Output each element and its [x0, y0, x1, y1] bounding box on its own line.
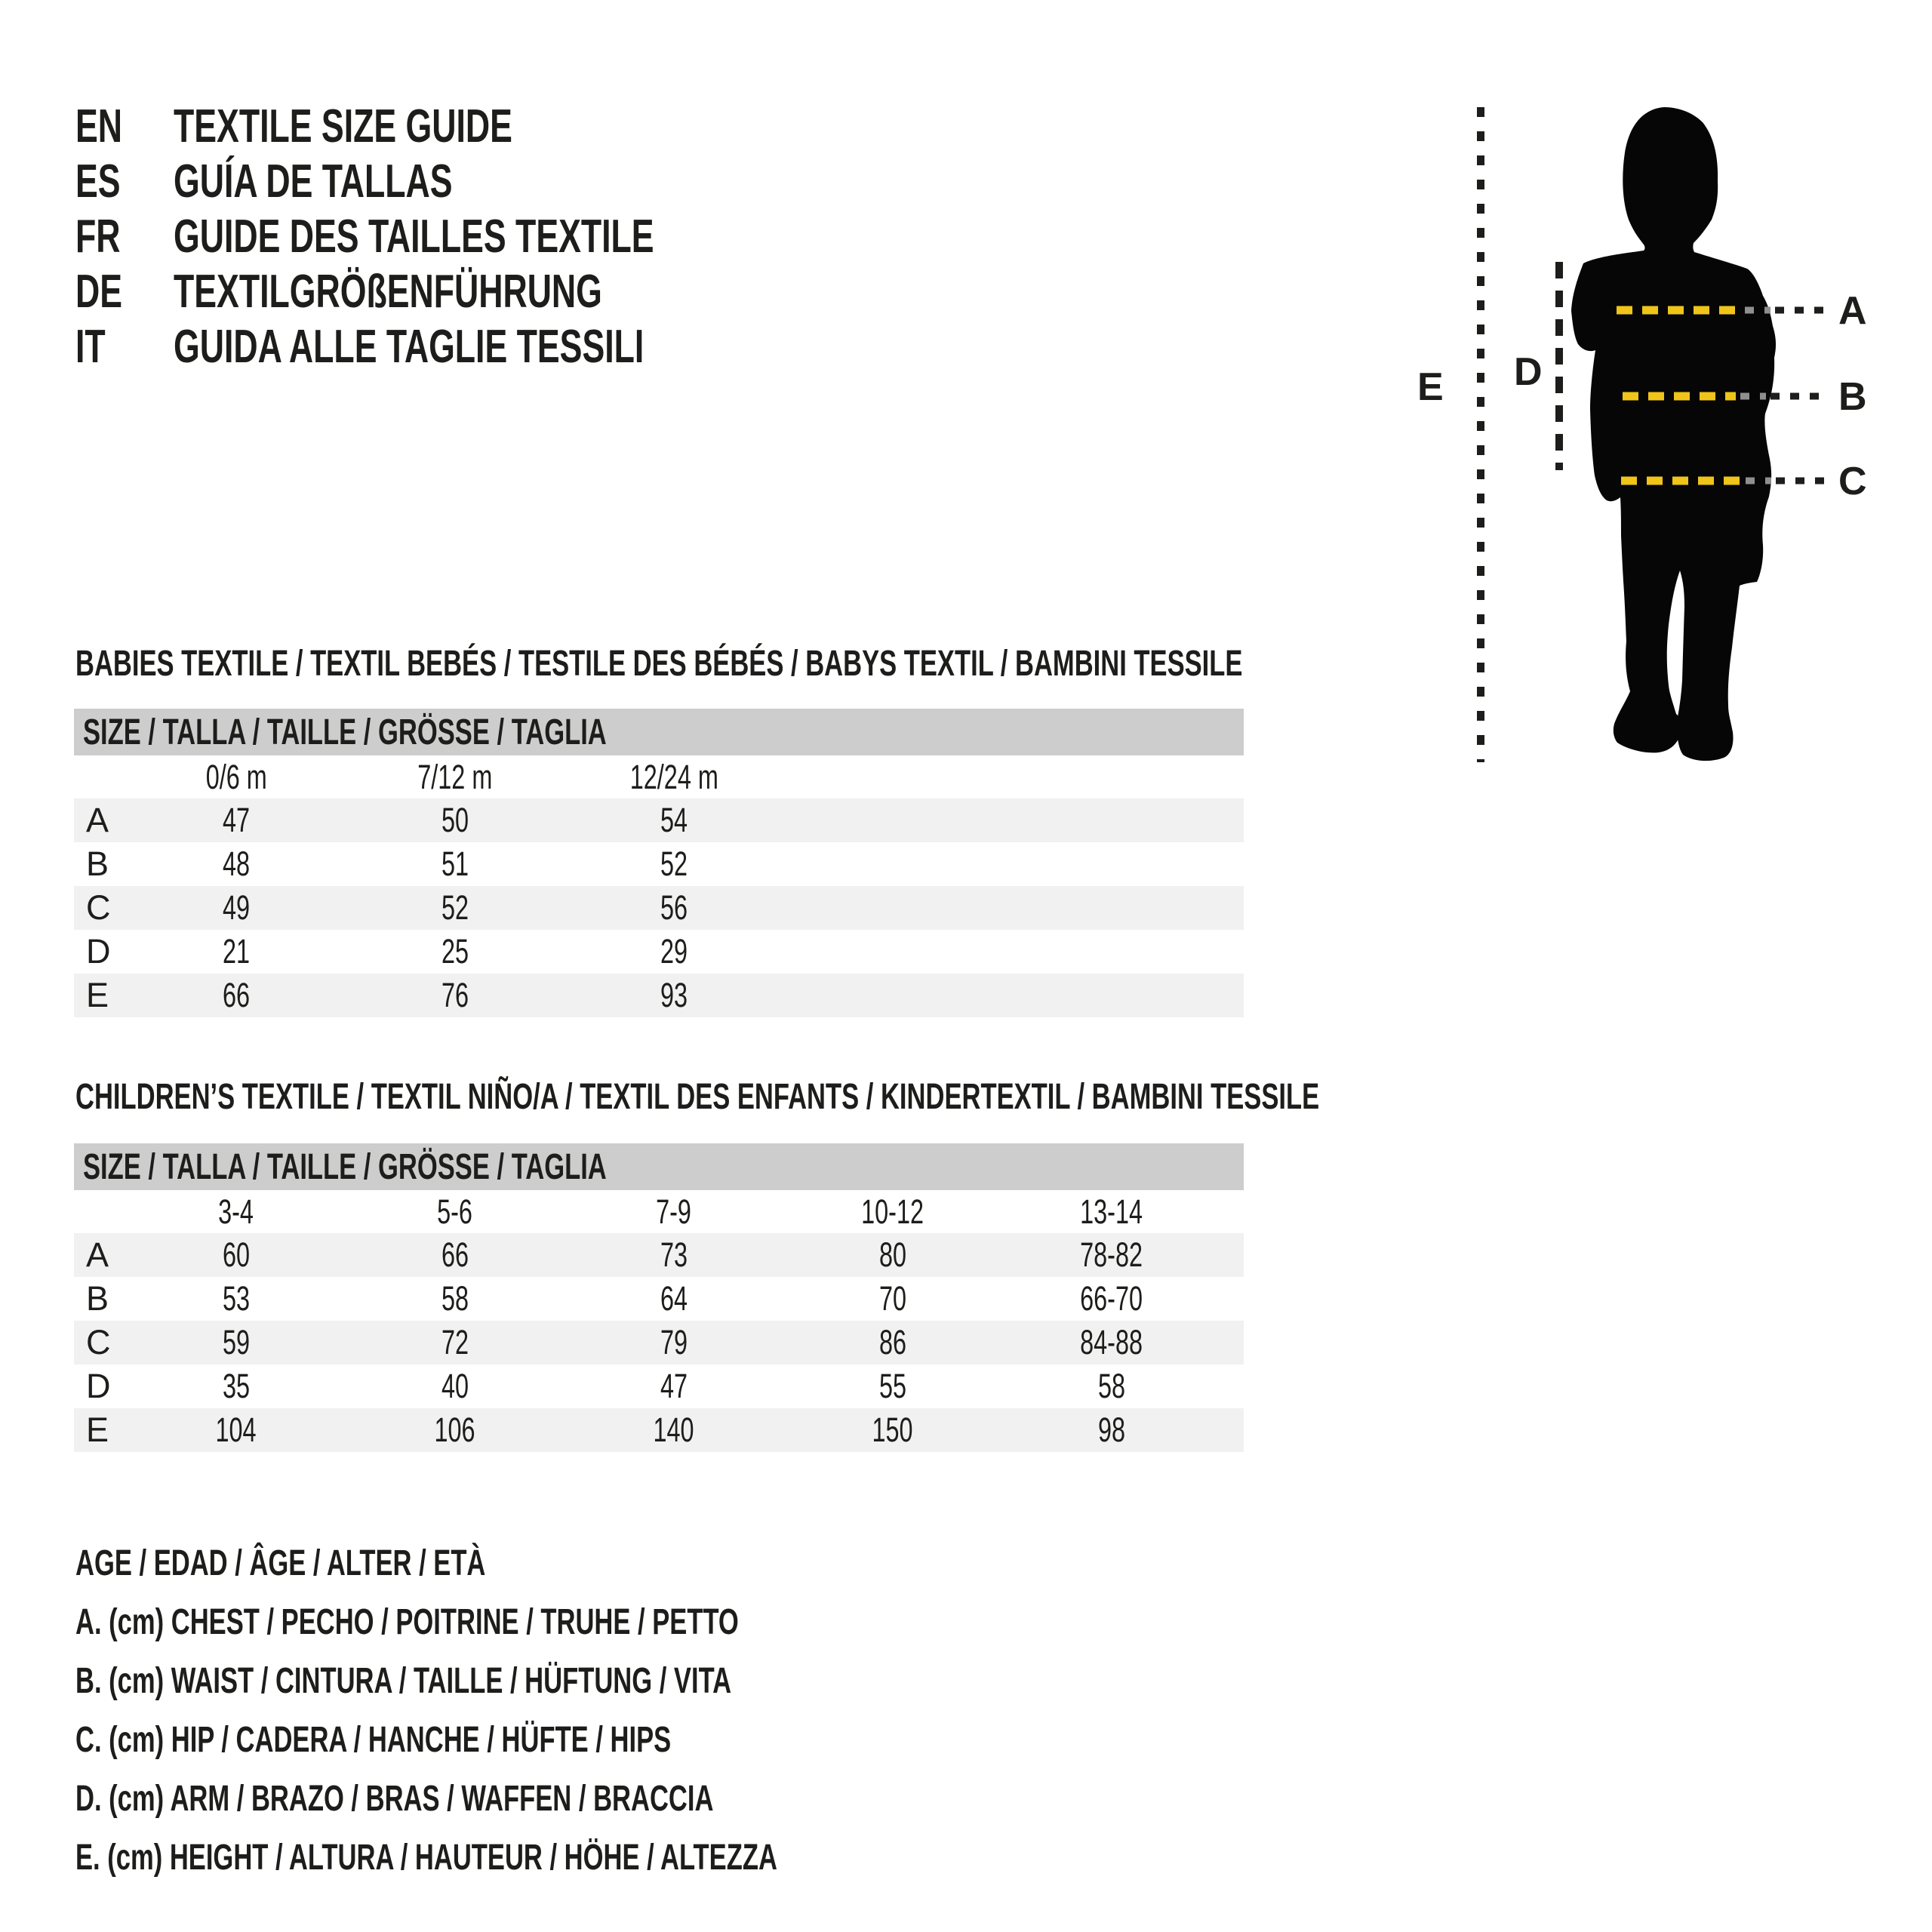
- lang-code-es: ES: [75, 155, 121, 208]
- table-row: D 35 40 47 55 58: [74, 1364, 1244, 1408]
- label-e: E: [1417, 365, 1444, 409]
- children-col-2: 7-9: [656, 1192, 692, 1231]
- label-d: D: [1514, 350, 1543, 394]
- lang-row-de: [75, 264, 841, 319]
- table-row: E 66 76 93: [74, 974, 1244, 1017]
- table-row: E 104 106 140 150 98: [74, 1408, 1244, 1452]
- lang-title-fr: GUIDE DES TAILLES TEXTILE: [174, 211, 654, 263]
- table-row: D 21 25 29: [74, 930, 1244, 974]
- lang-row-es: [75, 154, 841, 209]
- measurement-legend: [75, 1534, 1051, 1887]
- lang-title-en: TEXTILE SIZE GUIDE: [174, 100, 512, 152]
- lang-code-de: DE: [75, 266, 123, 318]
- children-col-0: 3-4: [218, 1192, 254, 1231]
- row-label: A: [86, 801, 109, 839]
- babies-col-2: 12/24 m: [629, 757, 718, 796]
- children-col-3: 10-12: [861, 1192, 924, 1231]
- legend-hip: C. (cm) HIP / CADERA / HANCHE / HÜFTE / HIPS: [75, 1719, 672, 1760]
- children-table-header-band: SIZE / TALLA / TAILLE / GRÖSSE / TAGLIA: [74, 1143, 1244, 1190]
- language-header: [75, 99, 841, 374]
- label-b: B: [1838, 375, 1867, 419]
- lang-title-de: TEXTILGRÖßENFÜHRUNG: [174, 266, 602, 318]
- lang-title-it: GUIDA ALLE TAGLIE TESSILI: [174, 321, 645, 373]
- label-a: A: [1838, 289, 1867, 333]
- row-label: B: [86, 1279, 109, 1318]
- row-label: D: [86, 1367, 111, 1405]
- babies-section-title: BABIES TEXTILE / TEXTIL BEBÉS / TESTILE DES BÉBÉS / BABYS TEXTIL / BAMBINI TESSILE: [75, 644, 1243, 684]
- row-label: D: [86, 932, 111, 971]
- legend-chest: A. (cm) CHEST / PECHO / POITRINE / TRUHE / PETTO: [75, 1601, 739, 1642]
- lang-row-it: [75, 319, 841, 374]
- babies-column-headers: [74, 755, 1244, 798]
- row-label: C: [86, 888, 111, 927]
- child-silhouette-diagram: [1404, 83, 1932, 792]
- lang-code-en: EN: [75, 100, 123, 152]
- row-label: E: [86, 976, 109, 1014]
- babies-table-header-band: SIZE / TALLA / TAILLE / GRÖSSE / TAGLIA: [74, 709, 1244, 755]
- row-label: C: [86, 1323, 111, 1361]
- children-column-headers: [74, 1190, 1244, 1233]
- table-row: B 53 58 64 70 66-70: [74, 1277, 1244, 1321]
- legend-age: AGE / EDAD / ÂGE / ALTER / ETÀ: [75, 1543, 486, 1583]
- legend-arm: D. (cm) ARM / BRAZO / BRAS / WAFFEN / BRACCIA: [75, 1778, 714, 1819]
- lang-row-fr: [75, 209, 841, 264]
- legend-height: E. (cm) HEIGHT / ALTURA / HAUTEUR / HÖHE / ALTEZZA: [75, 1837, 777, 1878]
- children-col-4: 13-14: [1080, 1192, 1143, 1231]
- label-c: C: [1838, 460, 1867, 503]
- children-section-title: CHILDREN’S TEXTILE / TEXTIL NIÑO/A / TEXTIL DES ENFANTS / KINDERTEXTIL / BAMBINI TESSILE: [75, 1077, 1320, 1117]
- babies-col-0: 0/6 m: [205, 757, 267, 796]
- lang-code-it: IT: [75, 321, 106, 373]
- row-label: A: [86, 1235, 109, 1274]
- row-label: B: [86, 844, 109, 883]
- table-row: C 49 52 56: [74, 886, 1244, 930]
- table-row: B 48 51 52: [74, 842, 1244, 886]
- table-row: A 60 66 73 80 78-82: [74, 1233, 1244, 1277]
- children-size-table: [74, 1143, 1244, 1452]
- lang-row-en: [75, 99, 841, 154]
- lang-title-es: GUÍA DE TALLAS: [174, 155, 453, 208]
- babies-size-table: [74, 709, 1244, 1017]
- table-row: A 47 50 54: [74, 798, 1244, 842]
- table-row: C 59 72 79 86 84-88: [74, 1321, 1244, 1364]
- row-label: E: [86, 1411, 109, 1449]
- measurement-figure: [1404, 83, 1932, 792]
- lang-code-fr: FR: [75, 211, 121, 263]
- children-col-1: 5-6: [437, 1192, 473, 1231]
- legend-waist: B. (cm) WAIST / CINTURA / TAILLE / HÜFTUNG / VITA: [75, 1660, 732, 1701]
- babies-col-1: 7/12 m: [417, 757, 493, 796]
